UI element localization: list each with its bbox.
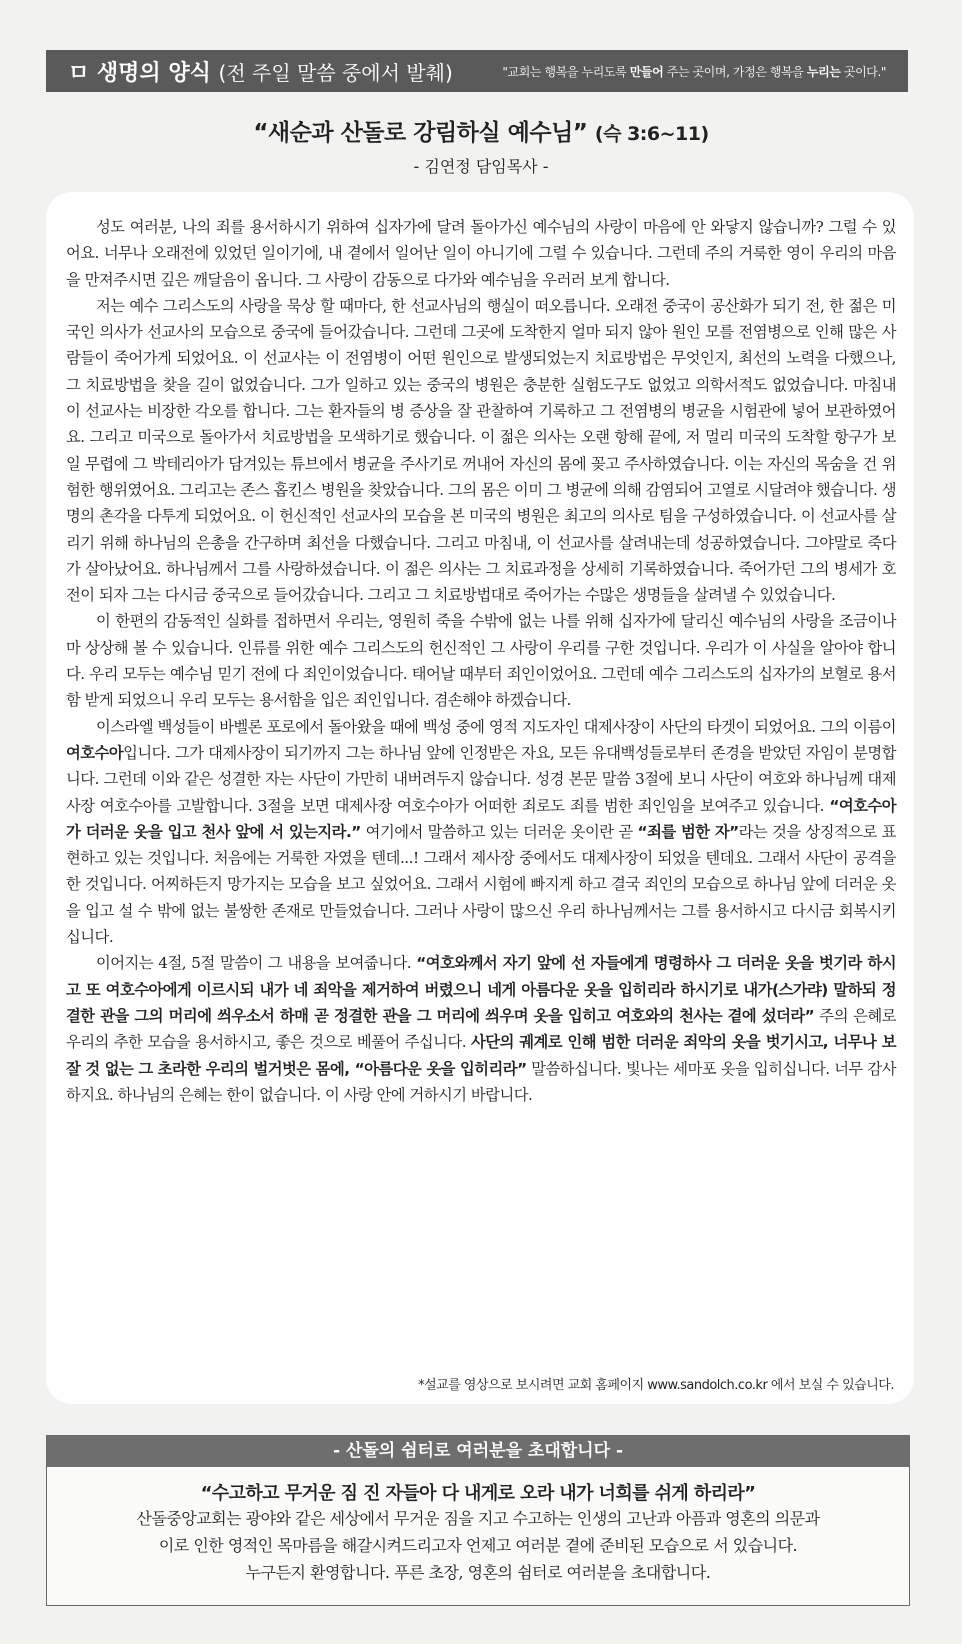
bold-quote: 사단의 궤계로 인해 범한 더러운 죄악의 옷을 벗기시고, 너무나 보잘 것 없는 그 초라한 우리의 벌거벗은 몸에, “아름다운 옷을 입히리라” [66, 1033, 896, 1078]
invitation-line: 이로 인한 영적인 목마름을 해갈시켜드리고자 언제고 여러분 곁에 준비된 모습으로 서 있습니다. [158, 1536, 798, 1555]
section-title-sub: (전 주일 말씀 중에서 발췌) [218, 60, 453, 85]
video-note: *설교를 영상으로 보시려면 교회 홈페이지 www.sandolch.co.kr 에서 보실 수 있습니다. [418, 1378, 894, 1393]
section-title [68, 56, 453, 87]
invitation-line: 누구든지 환영합니다. 푸른 초장, 영혼의 쉼터로 여러분을 초대합니다. [245, 1563, 711, 1582]
text-run: 이스라엘 백성들이 바벨론 포로에서 돌아왔을 때에 백성 중에 영적 지도자인 대제사장이 사단의 타겟이 되었어요. 그의 이름이 [96, 717, 896, 736]
motto-part: 주는 곳이며, 가정은 행복을 [663, 64, 807, 79]
invitation-line: 산돌중앙교회는 광야와 같은 세상에서 무거운 짐을 지고 수고하는 인생의 고난과 아픔과 영혼의 의문과 [136, 1509, 820, 1528]
text-run: 말씀하십니다. 빛나는 세마포 옷을 입히십니다. 너무 감사하지요. 하나님의 은혜는 한이 없습니다. 이 사랑 안에 거하시기 바랍니다. [66, 1059, 896, 1104]
motto-emphasis: 만들어 [629, 64, 664, 79]
sermon-title [0, 114, 962, 147]
text-run: 입니다. 그가 대제사장이 되기까지 그는 하나님 앞에 인정받은 자요, 모든 유대백성들로부터 존경을 받았던 자임이 분명합니다. 그런데 이와 같은 성결한 자는 사단이 가만히 내버려두지 않습니다. 성경 본문 말씀 3절에 보니 사단이 여호와 하나님께 대제사장 여호수아를 고발합니다. 3절을 보면 대제사장 여호수아가 어떠한 죄로도 죄를 범한 죄인임을 보여주고 있습니다. [66, 743, 896, 815]
paragraph [66, 714, 896, 951]
sermon-body [66, 214, 896, 1108]
church-motto [502, 63, 886, 80]
bold-quote: “여호수아가 더러운 옷을 입고 천사 앞에 서 있는지라.” [66, 796, 896, 841]
section-header-bar [46, 50, 908, 92]
bold-quote: “여호와께서 자기 앞에 선 자들에게 명령하사 그 더러운 옷을 벗기라 하시고 또 여호수아에게 이르시되 내가 네 죄악을 제거하여 버렸으니 네게 아름다운 옷을 입히리라 하시기로 내가(스가랴) 말하되 정결한 관을 그의 머리에 씌우소서 하매 곧 정결한 관을 그 머리에 씌우며 옷을 입히고 여호와의 천사는 곁에 섰더라” [66, 954, 896, 1025]
sermon-title-text: “새순과 산돌로 강림하실 예수님” [253, 120, 588, 146]
motto-part: 곳이다." [840, 64, 886, 79]
scripture-reference: (슥 3:6~11) [594, 123, 709, 145]
text-run: 이어지는 4절, 5절 말씀이 그 내용을 보여줍니다. [96, 954, 417, 973]
invitation-box [46, 1435, 910, 1606]
paragraph: 성도 여러분, 나의 죄를 용서하시기 위하여 십자가에 달려 돌아가신 예수님의 사랑이 마음에 안 와닿지 않습니까? 그럴 수 있어요. 너무나 오래전에 있었던 일이기에, 내 곁에서 일어난 일이 아니기에 그럴 수 있습니다. 그런데 주의 거룩한 영이 우리의 마음을 만져주시면 깊은 깨달음이 옵니다. 그 사랑이 감동으로 다가와 예수님을 우러러 보게 합니다. [66, 218, 896, 289]
invitation-quote: “수고하고 무거운 짐 진 자들아 다 내게로 오라 내가 너희를 쉬게 하리라” [200, 1483, 756, 1504]
text-run: 여기에서 말씀하고 있는 더러운 옷이란 곧 [360, 822, 638, 841]
preacher-name: - 김연정 담임목사 - [413, 157, 549, 176]
paragraph: 저는 예수 그리스도의 사랑을 묵상 할 때마다, 한 선교사님의 행실이 떠오릅니다. 오래전 중국이 공산화가 되기 전, 한 젊은 미국인 의사가 선교사의 모습으로 중국에 들어갔습니다. 그런데 그곳에 도착한지 얼마 되지 않아 원인 모를 전염병으로 인해 많은 사람들이 죽어가게 되었어요. 이 선교사는 이 전염병이 어떤 원인으로 발생되었는지 치료방법은 무엇인지, 최선의 노력을 다했으나, 그 치료방법을 찾을 길이 없었습니다. 그가 일하고 있는 중국의 병원은 충분한 실험도구도 없었고 의학서적도 없었습니다. 마침내 이 선교사는 비장한 각오를 합니다. 그는 환자들의 병 증상을 잘 관찰하여 기록하고 그 전염병의 병균을 시험관에 넣어 보관하였어요. 그리고 미국으로 돌아가서 치료방법을 모색하기로 했습니다. 이 젊은 의사는 오랜 항해 끝에, 저 멀리 미국의 도착할 항구가 보일 무렵에 그 박테리아가 담겨있는 튜브에서 병균을 주사기로 꺼내어 자신의 몸에 꽂고 주사하였습니다. 이는 자신의 목숨을 건 위험한 행위였어요. 그리고는 존스 홉킨스 병원을 찾았습니다. 그의 몸은 이미 그 병균에 의해 감염되어 고열로 시달려야 했습니다. 생명의 촌각을 다투게 되었어요. 이 헌신적인 선교사의 모습을 본 미국의 병원은 최고의 의사로 팀을 구성하였습니다. 이 선교사를 살리기 위해 하나님의 은총을 간구하며 최선을 다했습니다. 그리고 마침내, 이 선교사를 살려내는데 성공하였습니다. 그야말로 죽다가 살아났어요. 하나님께서 그를 사랑하셨습니다. 이 젊은 의사는 그 치료과정을 상세히 기록하였습니다. 죽어가던 그의 병세가 호전이 되자 그는 다시금 중국으로 들어갔습니다. 그리고 그 치료방법대로 죽어가는 수많은 생명들을 살려낼 수 있었습니다. [66, 296, 896, 605]
motto-emphasis: 누리는 [806, 64, 841, 79]
text-run: 주의 은혜로 우리의 추한 모습을 용서하시고, 좋은 것으로 베풀어 주십니다. [66, 1006, 897, 1052]
motto-part: "교회는 행복을 누리도록 [502, 64, 630, 79]
paragraph: 이 한편의 감동적인 실화를 접하면서 우리는, 영원히 죽을 수밖에 없는 나를 위해 십자가에 달리신 예수님의 사랑을 조금이나마 상상해 볼 수 있습니다. 인류를 위한 예수 그리스도의 헌신적인 그 사랑이 우리를 구한 것입니다. 우리가 이 사실을 알아야 합니다. 우리 모두는 예수님 믿기 전에 다 죄인이었습니다. 태어날 때부터 죄인이었어요. 그런데 예수 그리스도의 십자가의 보혈로 용서함 받게 되었으니 우리 모두는 용서함을 입은 죄인입니다. 겸손해야 하겠습니다. [66, 612, 896, 710]
sermon-body-box [46, 192, 914, 1404]
text-run: 라는 것을 상징적으로 표현하고 있는 것입니다. 처음에는 거룩한 자였을 텐데...! 그래서 제사장 중에서도 대제사장이 되었을 텐데요. 그래서 사단이 공격을 한 것입니다. 어찌하든지 망가지는 모습을 보고 싶었어요. 그래서 시험에 빠지게 하고 결국 죄인의 모습으로 하나님 앞에 더러운 옷을 입고 설 수 밖에 없는 불쌍한 존재로 만들었습니다. 그러나 사랑이 많으신 우리 하나님께서는 그를 용서하시고 다시금 회복시키십니다. [66, 822, 896, 947]
paragraph [66, 950, 896, 1108]
bold-quote: “죄를 범한 자” [637, 822, 739, 841]
bold-name: 여호수아 [66, 743, 124, 762]
invitation-header: - 산돌의 쉼터로 여러분을 초대합니다 - [47, 1436, 909, 1467]
section-title-main: ㅁ 생명의 양식 [68, 60, 211, 86]
